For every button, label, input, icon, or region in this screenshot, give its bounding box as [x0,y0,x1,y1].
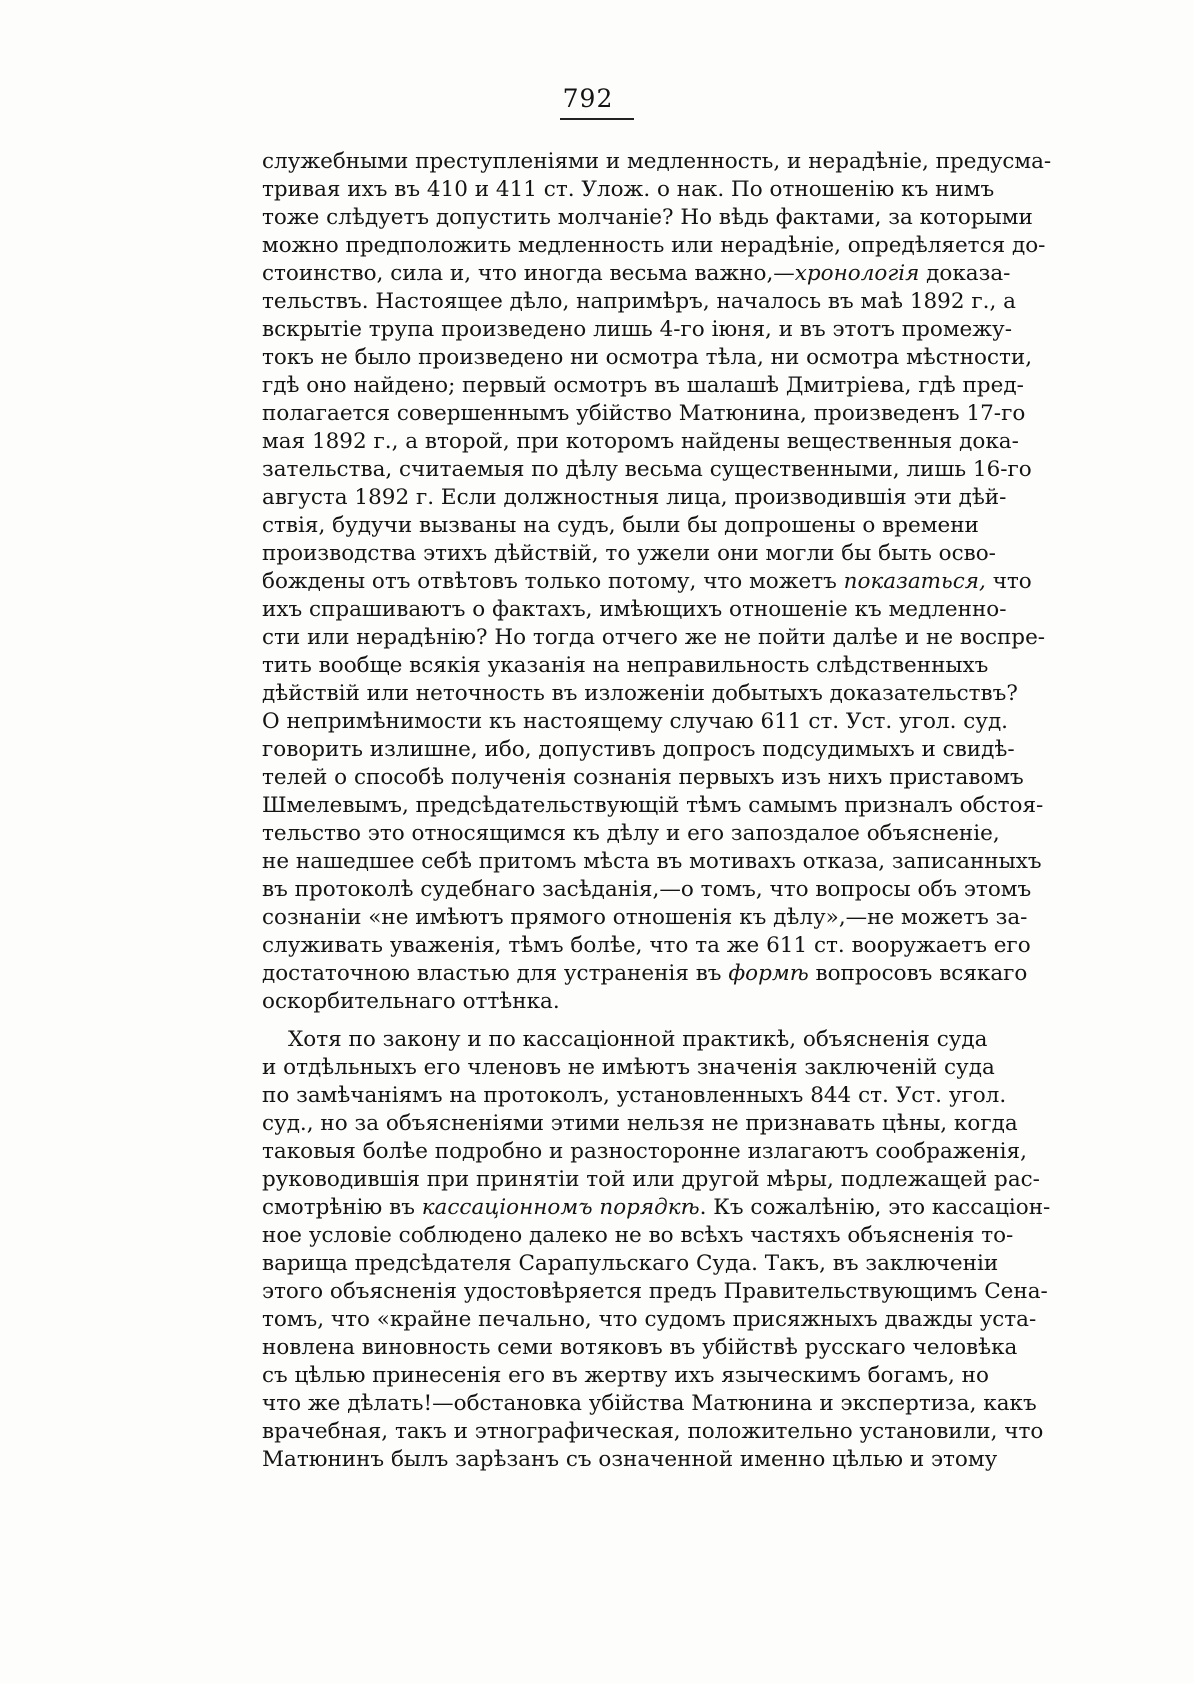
text-line: О непримѣнимости къ настоящему случаю 611 ст. Уст. угол. суд. [262,709,1009,734]
text-line: оскорбительнаго оттѣнка. [262,989,560,1014]
text-line: гдѣ оно найдено; первый осмотръ въ шалашѣ Дмитріева, гдѣ пред- [262,373,1024,398]
page-number: 792 [562,84,614,113]
text-line: дѣйствій или неточность въ изложеніи добытыхъ доказательствъ? [262,681,1018,706]
paragraph [262,148,1052,1016]
text-line: таковыя болѣе подробно и разносторонне излагаютъ соображенія, [262,1139,1027,1164]
text-line: производства этихъ дѣйствій, то ужели они могли бы быть осво- [262,541,996,566]
italic-phrase: кассаціонномъ порядкѣ [421,1195,700,1220]
text-line: Матюнинъ былъ зарѣзанъ съ означенной именно цѣлью и этому [262,1447,998,1472]
text-line: служебными преступленіями и медленность, и нерадѣніе, предусма- [262,149,1052,174]
text-line: этого объясненія удостовѣряется предъ Правительствующимъ Сена- [262,1279,1048,1304]
text-line [262,1194,1051,1222]
text-line: полагается совершеннымъ убійство Матюнина, произведенъ 17-го [262,401,1026,426]
text-line: тить вообще всякія указанія на неправильность слѣдственныхъ [262,653,989,678]
text-line: тривая ихъ въ 410 и 411 ст. Улож. о нак. По отношенію къ нимъ [262,177,995,202]
text-line: въ протоколѣ судебнаго засѣданія,—о томъ, что вопросы объ этомъ [262,877,1032,902]
italic-phrase: хронологія [794,261,920,286]
text-line: мая 1892 г., а второй, при которомъ найдены вещественныя дока- [262,429,1019,454]
text-segment: что [985,569,1032,594]
text-line: Шмелевымъ, предсѣдательствующій тѣмъ самымъ призналъ обстоя- [262,793,1044,818]
text-line: тоже слѣдуетъ допустить молчаніе? Но вѣдь фактами, за которыми [262,205,1033,230]
body-text [262,148,1052,1474]
text-line: не нашедшее себѣ притомъ мѣста въ мотивахъ отказа, записанныхъ [262,849,1042,874]
text-segment: бождены отъ отвѣтовъ только потому, что можетъ [262,569,844,594]
text-segment: достаточною властью для устраненія въ [262,961,729,986]
text-segment: смотрѣнію въ [262,1195,422,1220]
text-line: вскрытіе трупа произведено лишь 4-го іюня, и въ этотъ промежу- [262,317,1012,342]
text-line: новлена виновность семи вотяковъ въ убійствѣ русскаго человѣка [262,1335,1018,1360]
text-line: ствія, будучи вызваны на судъ, были бы допрошены о времени [262,513,979,538]
text-line: и отдѣльныхъ его членовъ не имѣютъ значенія заключеній суда [262,1055,995,1080]
text-line: токъ не было произведено ни осмотра тѣла, ни осмотра мѣстности, [262,345,1033,370]
text-line: руководившія при принятіи той или другой мѣры, подлежащей рас- [262,1167,1040,1192]
text-line: зательства, считаемыя по дѣлу весьма существенными, лишь 16-го [262,457,1032,482]
italic-phrase: показаться, [843,569,986,594]
text-line: что же дѣлать!—обстановка убійства Матюнина и экспертиза, какъ [262,1391,1037,1416]
text-segment: стоинство, сила и, что иногда весьма важно,— [262,261,795,286]
text-line: Хотя по закону и по кассаціонной практикѣ, объясненія суда [288,1027,988,1052]
text-line: тельство это относящимся къ дѣлу и его запоздалое объясненіе, [262,821,1000,846]
text-line: врачебная, такъ и этнографическая, положительно установили, что [262,1419,1044,1444]
text-line: сти или нерадѣнію? Но тогда отчего же не пойти далѣе и не воспре- [262,625,1046,650]
text-line: суд., но за объясненіями этими нельзя не признавать цѣны, когда [262,1111,1018,1136]
text-segment: . Къ сожалѣнію, это кассаціон- [699,1195,1051,1220]
italic-phrase: формѣ [728,961,809,986]
text-line: служивать уваженія, тѣмъ болѣе, что та же 611 ст. вооружаетъ его [262,933,1031,958]
text-line: августа 1892 г. Если должностныя лица, производившія эти дѣй- [262,485,1007,510]
page-number-rule [560,118,634,120]
text-line: по замѣчаніямъ на протоколъ, установленныхъ 844 ст. Уст. угол. [262,1083,1007,1108]
text-line: говорить излишне, ибо, допустивъ допросъ подсудимыхъ и свидѣ- [262,737,1015,762]
text-line: сознаніи «не имѣютъ прямого отношенія къ дѣлу»,—не можетъ за- [262,905,1028,930]
text-line: ное условіе соблюдено далеко не во всѣхъ частяхъ объясненія то- [262,1223,1014,1248]
text-line [262,260,1011,288]
text-line: ихъ спрашиваютъ о фактахъ, имѣющихъ отношеніе къ медленно- [262,597,1007,622]
text-line [262,960,1028,988]
text-line [262,568,1032,596]
text-line: съ цѣлью принесенія его въ жертву ихъ языческимъ богамъ, но [262,1363,989,1388]
text-line: можно предположить медленность или нерадѣніе, опредѣляется до- [262,233,1046,258]
text-line: варища предсѣдателя Сарапульскаго Суда. Такъ, въ заключеніи [262,1251,999,1276]
text-line: телей о способѣ полученія сознанія первыхъ изъ нихъ приставомъ [262,765,1024,790]
text-line: томъ, что «крайне печально, что судомъ присяжныхъ дважды уста- [262,1307,1037,1332]
text-line: тельствъ. Настоящее дѣло, напримѣръ, началось въ маѣ 1892 г., а [262,289,1016,314]
text-segment: вопросовъ всякаго [808,961,1028,986]
paragraph [262,1026,1051,1474]
text-segment: доказа- [919,261,1011,286]
